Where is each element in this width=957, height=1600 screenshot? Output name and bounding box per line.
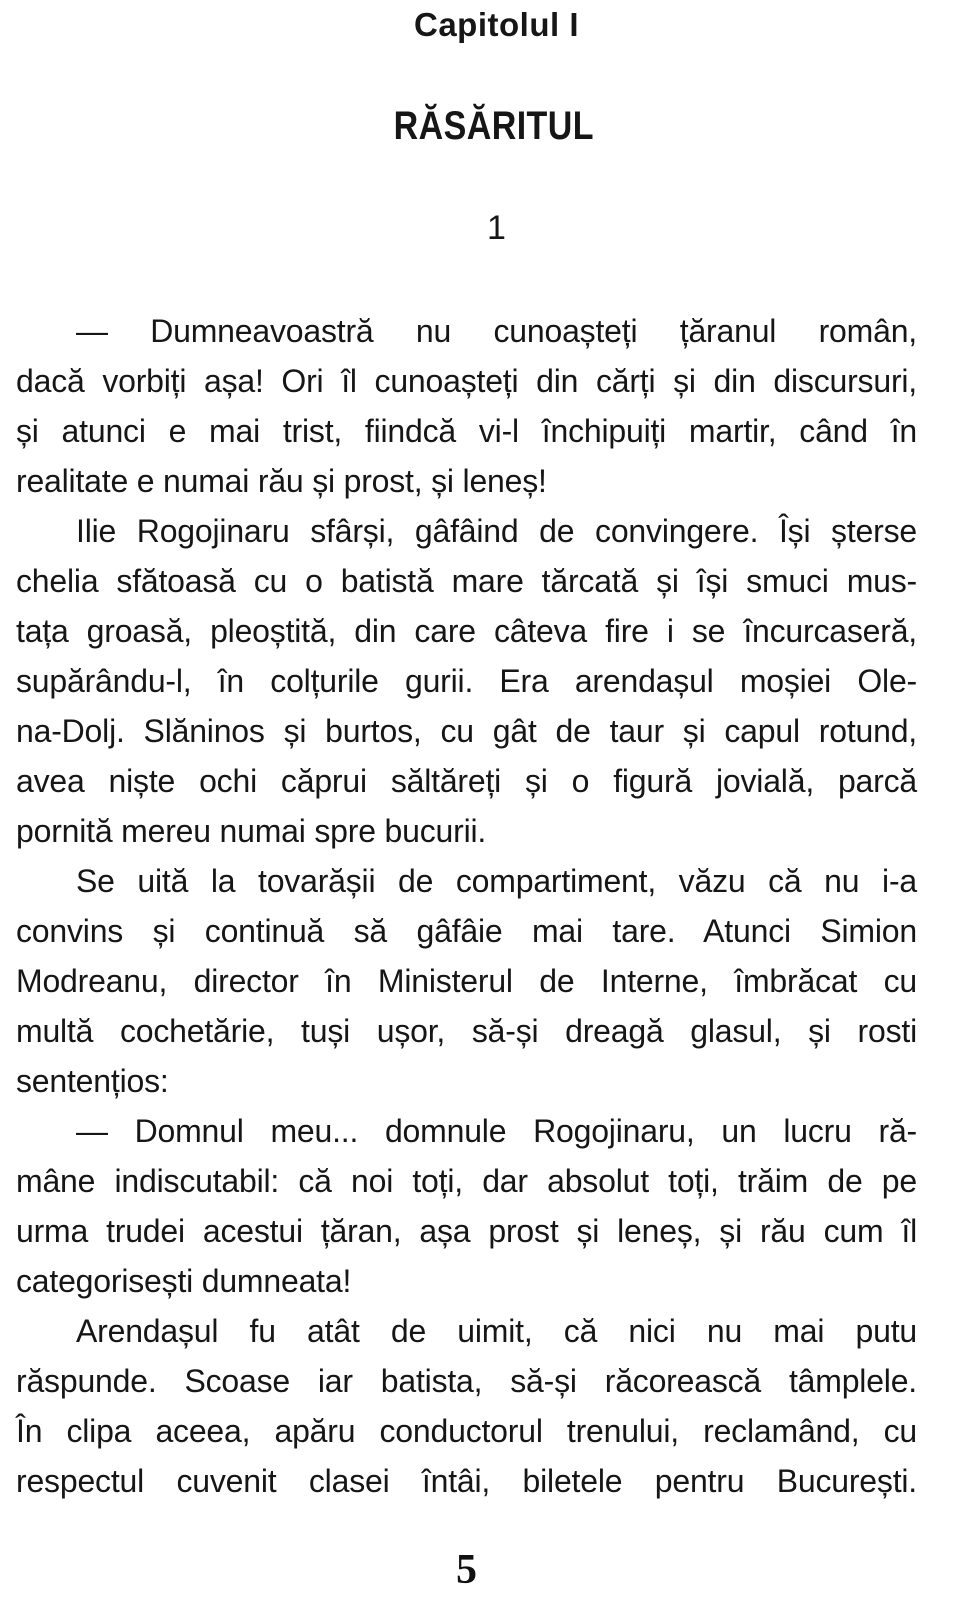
text-line: dacă vorbiți așa! Ori îl cunoașteți din cărți și din discursuri, — [16, 363, 917, 399]
text-line: respectul cuvenit clasei întâi, biletele pentru București. — [16, 1463, 917, 1499]
text-line: supărându-l, în colțurile gurii. Era arendașul moșiei Ole- — [16, 663, 917, 699]
body-text — [16, 306, 917, 1506]
paragraph — [16, 856, 917, 1106]
paragraph — [16, 1306, 917, 1506]
text-line: convins și continuă să gâfâie mai tare. Atunci Simion — [16, 913, 917, 949]
text-line: — Dumneavoastră nu cunoașteți țăranul român, — [76, 313, 917, 349]
chapter-title: RĂSĂRITUL — [393, 104, 594, 148]
text-line: răspunde. Scoase iar batista, să-și răcorească tâmplele. — [16, 1363, 917, 1399]
text-line: Modreanu, director în Ministerul de Interne, îmbrăcat cu — [16, 963, 917, 999]
paragraph — [16, 506, 917, 856]
text-line: urma trudei acestui țăran, așa prost și leneș, și rău cum îl — [16, 1213, 917, 1249]
text-line: chelia sfătoasă cu o batistă mare tărcată și își smuci mus- — [16, 563, 917, 599]
text-line: categorisești dumneata! — [16, 1263, 352, 1299]
text-line: și atunci e mai trist, fiindcă vi-l închipuiți martir, când în — [16, 413, 917, 449]
text-line: — Domnul meu... domnule Rogojinaru, un lucru ră- — [76, 1113, 917, 1149]
page-number: 5 — [456, 1547, 477, 1593]
text-line: avea niște ochi căprui săltăreți și o figură jovială, parcă — [16, 763, 917, 799]
paragraph — [16, 306, 917, 506]
text-line: Ilie Rogojinaru sfârși, gâfâind de convingere. Își șterse — [76, 513, 917, 549]
text-line: multă cochetărie, tuși ușor, să-și dreagă glasul, și rosti — [16, 1013, 917, 1049]
text-line: sentențios: — [16, 1063, 169, 1099]
text-line: pornită mereu numai spre bucurii. — [16, 813, 487, 849]
section-number: 1 — [487, 209, 506, 247]
text-line: tața groasă, pleoștită, din care câteva fire i se încurcaseră, — [16, 613, 917, 649]
text-line: Arendașul fu atât de uimit, că nici nu mai putu — [76, 1313, 917, 1349]
paragraph — [16, 1106, 917, 1306]
text-line: realitate e numai rău și prost, și leneș! — [16, 463, 547, 499]
chapter-heading: Capitolul I — [414, 6, 579, 43]
text-line: na-Dolj. Slăninos și burtos, cu gât de taur și capul rotund, — [16, 713, 917, 749]
text-line: Se uită la tovarășii de compartiment, văzu că nu i-a — [76, 863, 917, 899]
text-line: mâne indiscutabil: că noi toți, dar absolut toți, trăim de pe — [16, 1163, 917, 1199]
text-line: În clipa aceea, apăru conductorul trenului, reclamând, cu — [16, 1413, 917, 1449]
